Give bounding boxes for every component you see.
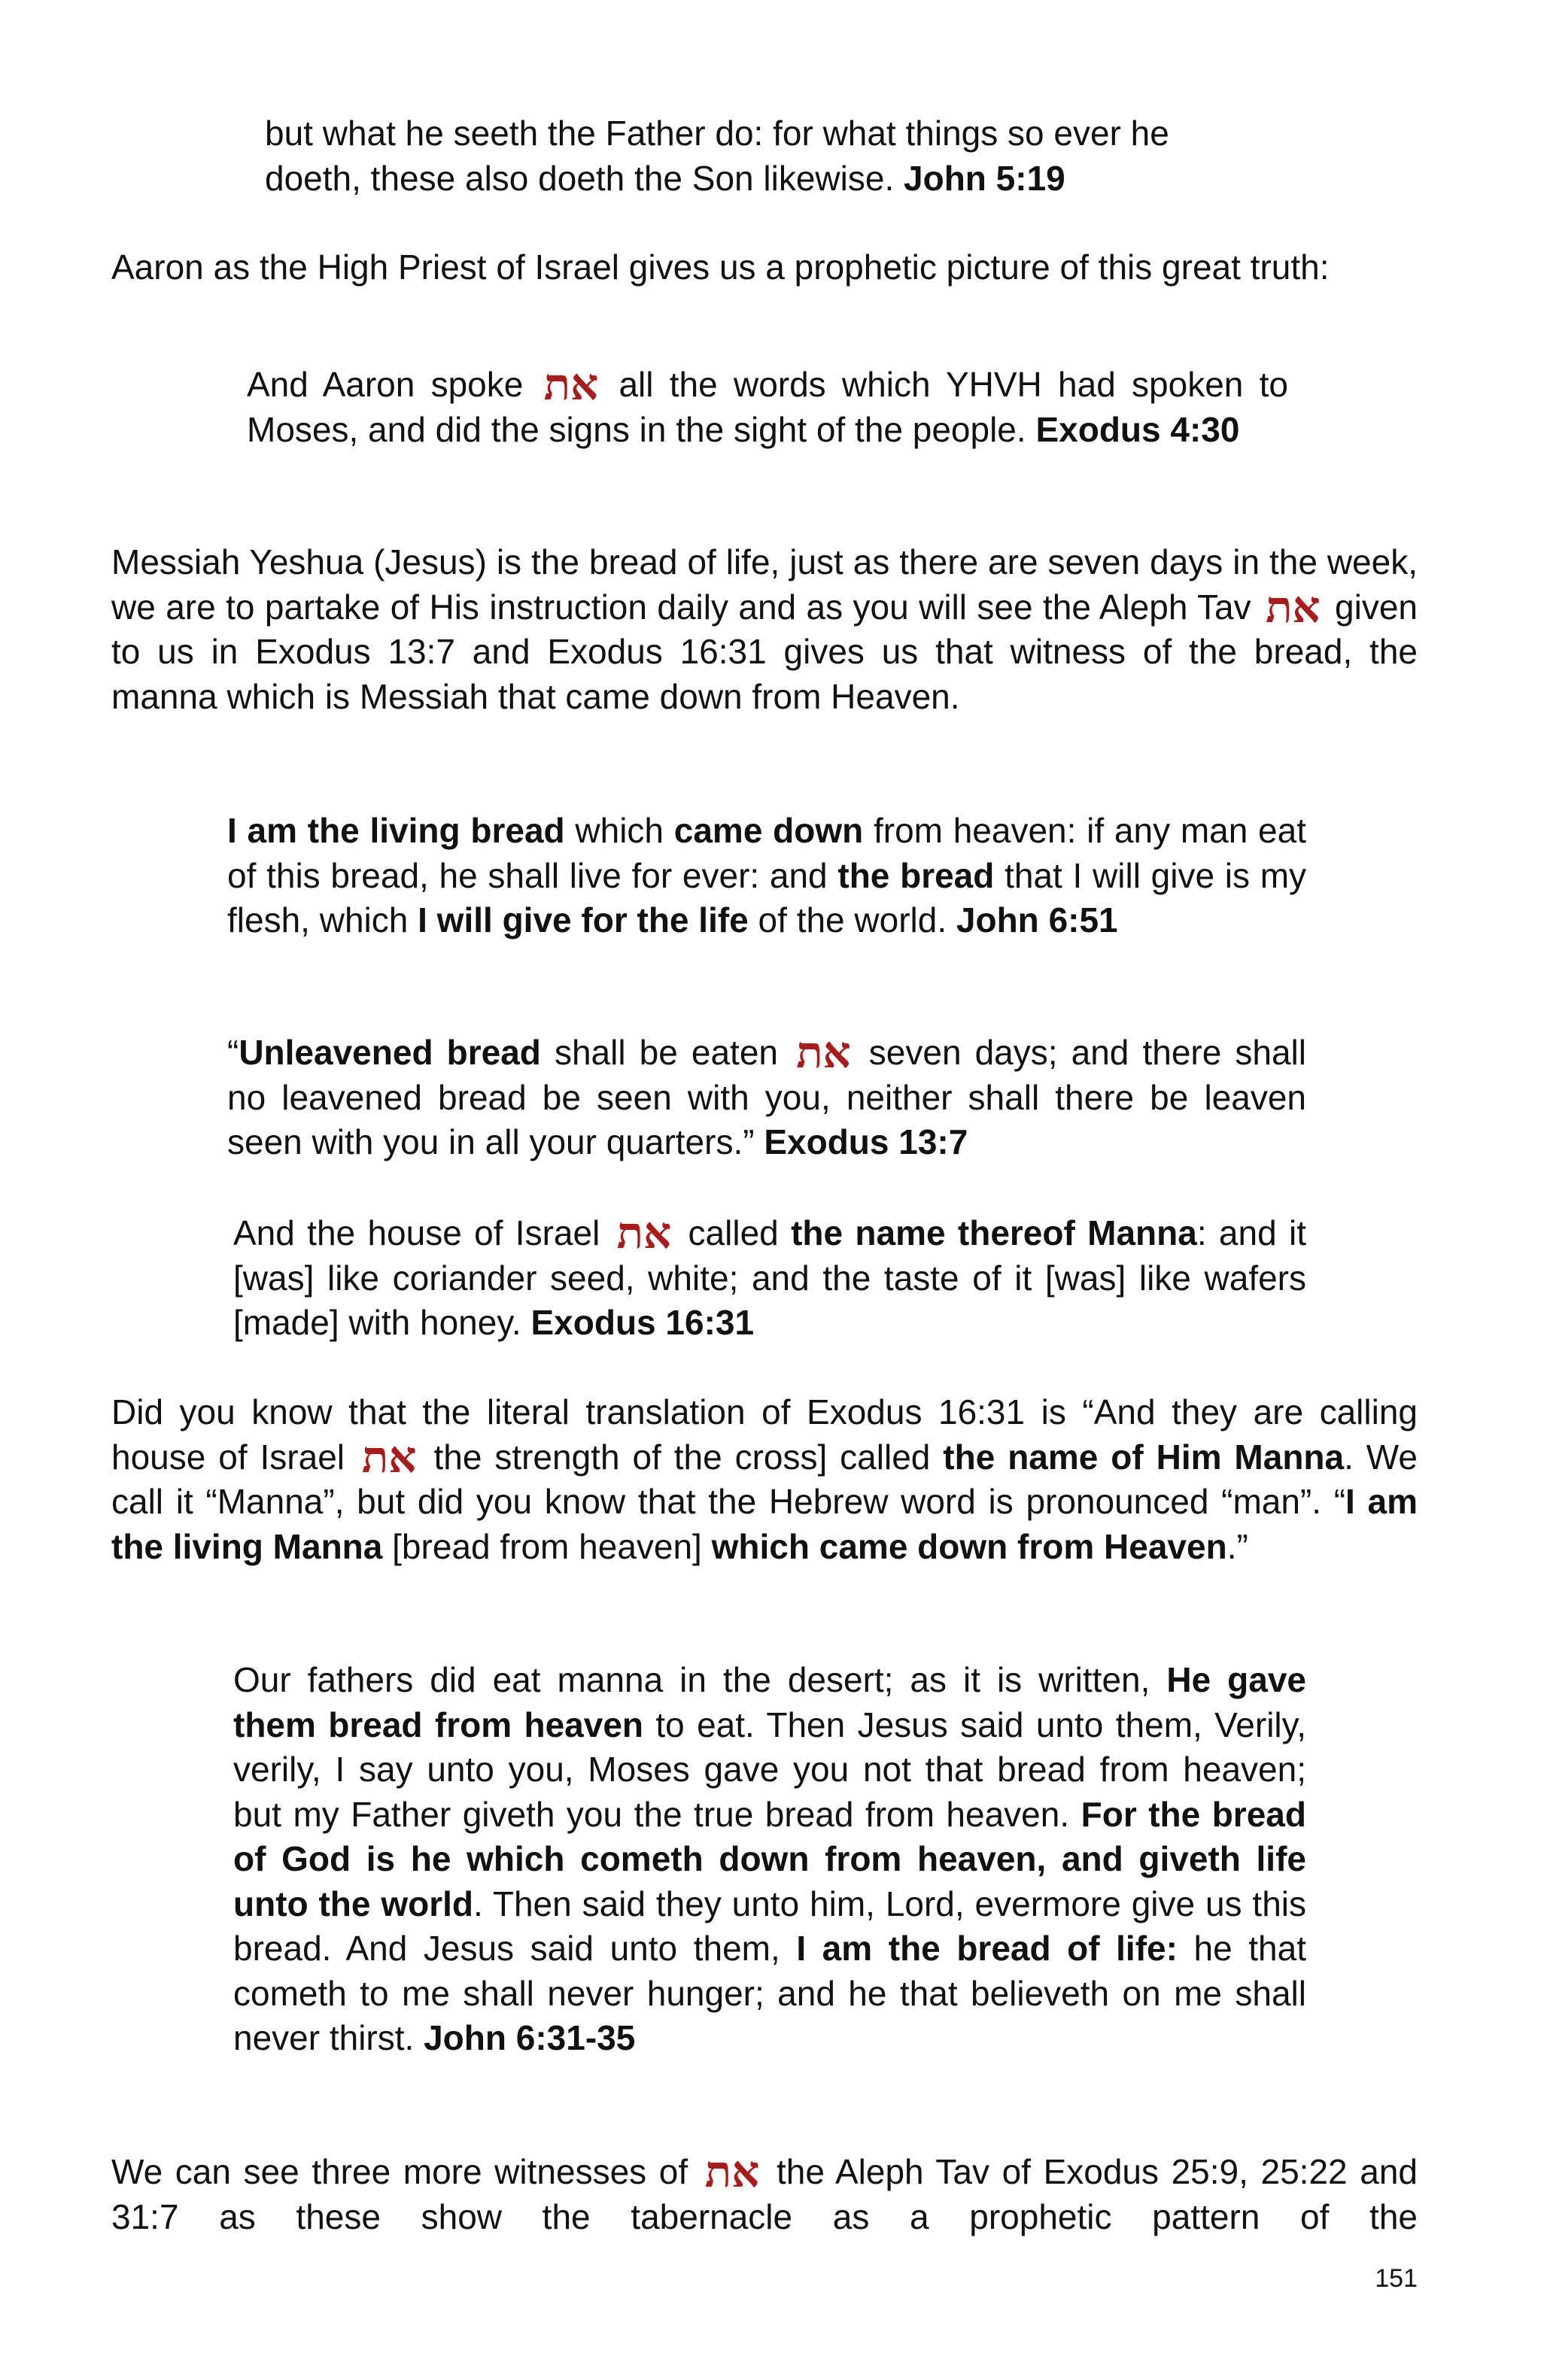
aleph-tav-symbol: את bbox=[616, 1207, 672, 1258]
emphasis-text: He gave them bread from heaven bbox=[233, 1660, 1306, 1744]
quote-text: which bbox=[564, 811, 674, 850]
emphasis-text: I am the living Manna bbox=[111, 1482, 1418, 1566]
quote-text: . Then said they unto him, Lord, evermore give us this bread. And Jesus said unto them, bbox=[233, 1884, 1306, 1968]
aleph-tav-symbol: את bbox=[704, 2146, 760, 2197]
aleph-tav-symbol: את bbox=[796, 1027, 851, 1078]
quote-line: but what he seeth the Father do: for what things so ever he bbox=[265, 114, 1169, 153]
quote-text: seven days; and there shall no leavened bread be seen with you, neither shall there be leaven seen with you in all your quarters.” bbox=[227, 1033, 1306, 1161]
emphasis-text: Unleavened bread bbox=[239, 1033, 541, 1072]
emphasis-text: the name of Him Manna bbox=[943, 1437, 1345, 1477]
paragraph-text: Messiah Yeshua (Jesus) is the bread of life, just as there are seven days in the week, we are to partake of His instruction daily and as you will see the Aleph Tav bbox=[111, 542, 1418, 627]
emphasis-text: I am the bread of life: bbox=[796, 1929, 1178, 1968]
quote-text: of the world. bbox=[748, 900, 956, 940]
emphasis-text: the name thereof Manna bbox=[791, 1213, 1197, 1252]
scripture-reference: John 5:19 bbox=[904, 158, 1065, 198]
paragraph-text: We can see three more witnesses of bbox=[111, 2152, 701, 2191]
quote-john-5-19 bbox=[265, 111, 1311, 201]
page-number: 151 bbox=[1375, 2264, 1418, 2293]
quote-text: from heaven: if any man eat of this bread, he shall live for ever: and bbox=[227, 811, 1306, 895]
quote-text: And the house of Israel bbox=[233, 1213, 612, 1252]
paragraph-text: [bread from heaven] bbox=[382, 1526, 712, 1566]
emphasis-text: For the bread of God is he which cometh down from heaven, and giveth life unto the world bbox=[233, 1794, 1306, 1923]
quote-exodus-4-30 bbox=[247, 359, 1288, 452]
emphasis-text: which came down from Heaven bbox=[711, 1526, 1227, 1566]
emphasis-text: I will give for the life bbox=[418, 900, 749, 940]
paragraph-text: Did you know that the literal translation of Exodus 16:31 is “And they are calling house of Israel bbox=[111, 1392, 1418, 1477]
emphasis-text: the bread bbox=[837, 855, 995, 895]
paragraph-text: the strength of the cross] called bbox=[421, 1437, 944, 1477]
quote-john-6-31-35 bbox=[233, 1658, 1306, 2061]
quote-text: he that cometh to me shall never hunger; and he that believeth on me shall never thirst. bbox=[233, 1929, 1306, 2057]
paragraph-text: . We call it “Manna”, but did you know that the Hebrew word is pronounced “man”. “ bbox=[111, 1437, 1418, 1521]
quote-text: : and it [was] like coriander seed, white; and the taste of it [was] like wafers [made] with honey. bbox=[233, 1213, 1306, 1342]
quote-exodus-16-31 bbox=[233, 1207, 1306, 1346]
scripture-reference: John 6:51 bbox=[956, 900, 1118, 940]
quote-text: Our fathers did eat manna in the desert; as it is written, bbox=[233, 1660, 1167, 1699]
paragraph-aaron bbox=[111, 245, 1418, 290]
quote-text: And Aaron spoke bbox=[247, 365, 540, 404]
quote-text: “ bbox=[227, 1033, 239, 1072]
scripture-reference: Exodus 13:7 bbox=[764, 1122, 968, 1161]
quote-text: all the words which YHVH had spoken to Moses, and did the signs in the sight of the people. bbox=[247, 365, 1288, 449]
paragraph-messiah-bread bbox=[111, 540, 1418, 719]
paragraph-text: the Aleph Tav of Exodus 25:9, 25:22 and 31:7 as these show the tabernacle as a prophetic pattern of the bbox=[111, 2152, 1418, 2236]
paragraph-three-witnesses bbox=[111, 2146, 1418, 2239]
paragraph-literal-translation bbox=[111, 1390, 1418, 1569]
quote-text: shall be eaten bbox=[540, 1033, 792, 1072]
emphasis-text: I am the living bread bbox=[227, 811, 565, 850]
emphasis-text: came down bbox=[673, 811, 864, 850]
aleph-tav-symbol: את bbox=[1266, 581, 1321, 633]
quote-exodus-13-7 bbox=[227, 1027, 1306, 1165]
scripture-reference: Exodus 16:31 bbox=[530, 1303, 755, 1342]
quote-text: that I will give is my flesh, which bbox=[227, 855, 1307, 940]
scripture-reference: Exodus 4:30 bbox=[1035, 409, 1240, 449]
quote-text: called bbox=[676, 1213, 792, 1252]
aleph-tav-symbol: את bbox=[361, 1431, 417, 1483]
quote-john-6-51 bbox=[227, 809, 1306, 943]
quote-text: doeth, these also doeth the Son likewise. bbox=[265, 158, 904, 198]
quote-text: to eat. Then Jesus said unto them, Verily, verily, I say unto you, Moses gave you not that bread from heaven; but my Father giveth you the true bread from heaven. bbox=[233, 1705, 1306, 1834]
paragraph-text: .” bbox=[1226, 1526, 1248, 1566]
paragraph-text: given to us in Exodus 13:7 and Exodus 16:31 gives us that witness of the bread, the manna which is Messiah that came down from Heaven. bbox=[111, 587, 1418, 716]
scripture-reference: John 6:31-35 bbox=[424, 2018, 636, 2057]
paragraph-text: Aaron as the High Priest of Israel gives us a prophetic picture of this great truth: bbox=[111, 247, 1330, 287]
aleph-tav-symbol: את bbox=[543, 359, 599, 410]
